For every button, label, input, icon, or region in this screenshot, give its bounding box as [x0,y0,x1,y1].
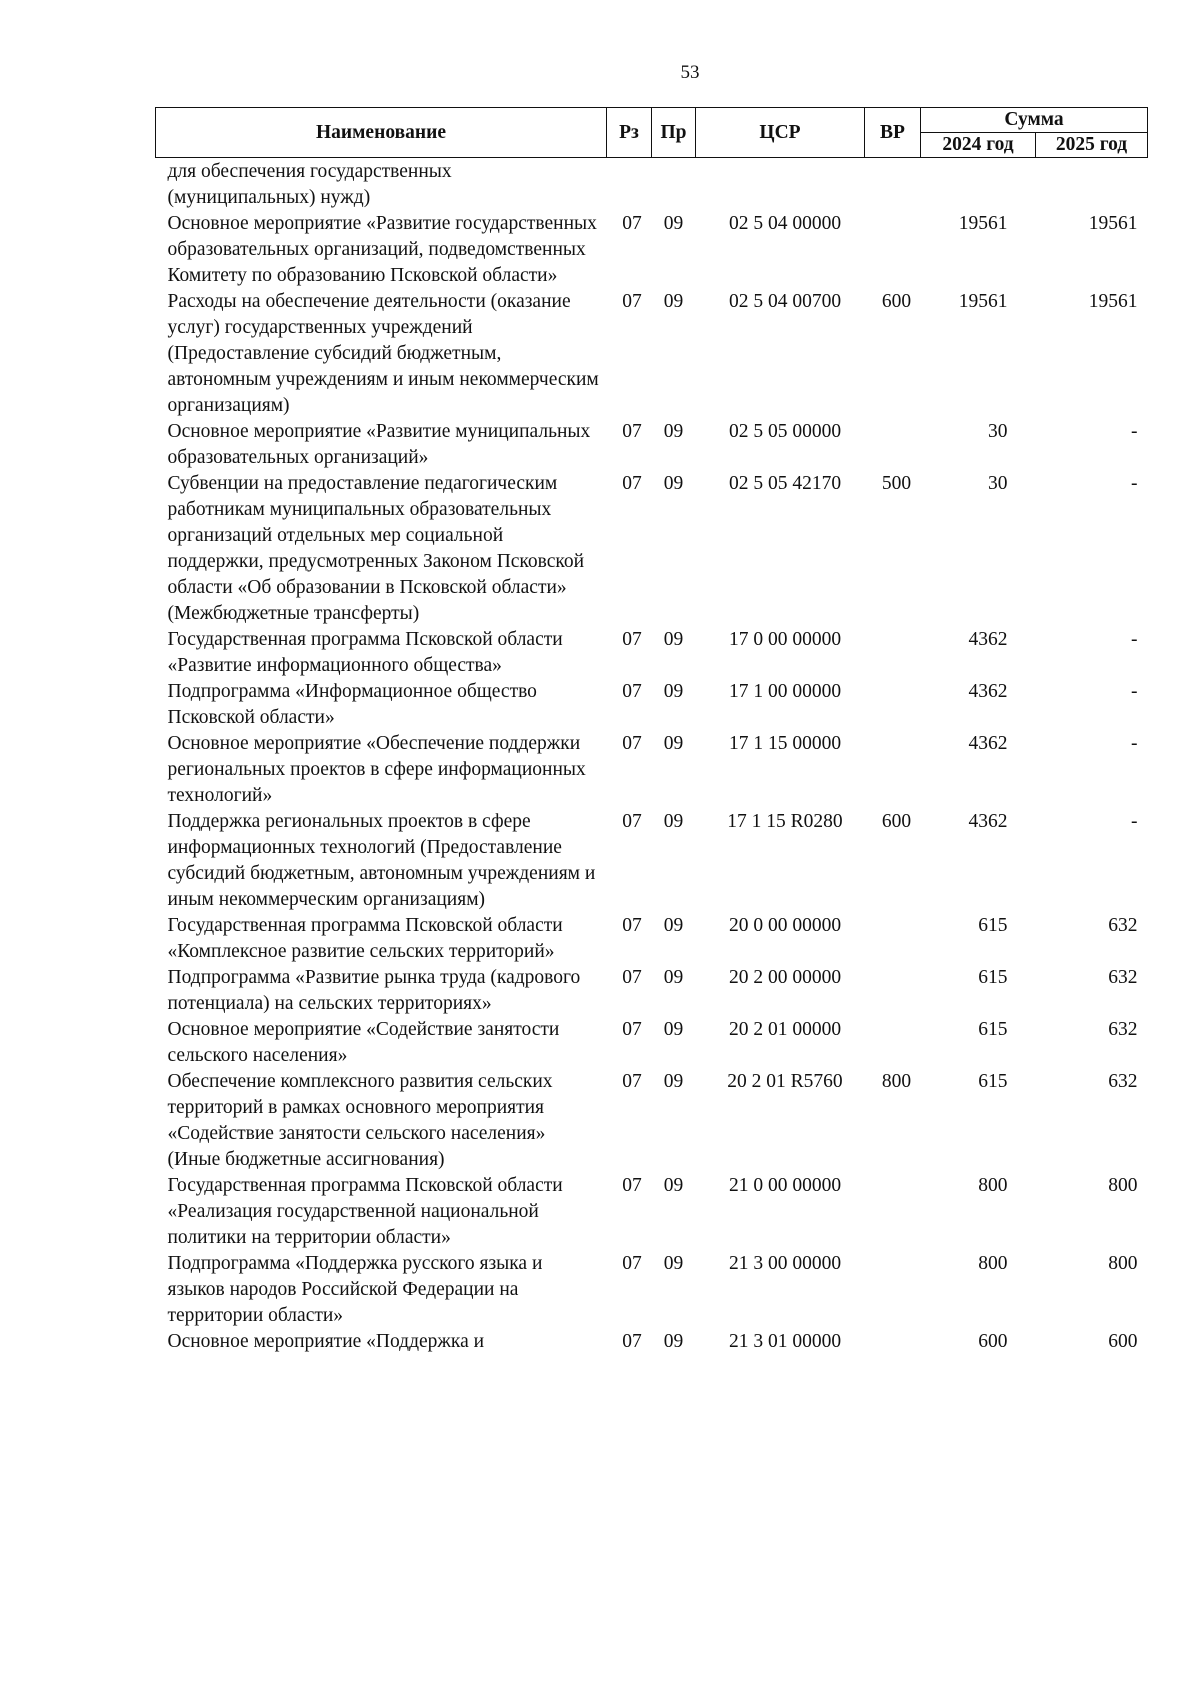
row-name: Основное мероприятие «Поддержка и [167,1331,485,1352]
table-header [156,108,1148,158]
row-name: Государственная программа Псковской области «Развитие информационного общества» [167,629,563,676]
row-vr [865,913,921,965]
row-rz: 07 [622,473,642,494]
header-vr: ВР [865,108,921,158]
row-vr [865,158,921,212]
row-sum-2025: - [1131,681,1138,702]
header-rz: Рз [607,108,652,158]
table-body [156,158,1148,1356]
table-row [156,419,1148,471]
row-pr: 09 [663,733,684,754]
row-name: Расходы на обеспечение деятельности (оказание услуг) государственных учреждений (Предоставление субсидий бюджетным, автономным учреждениям и иным некоммерческим организациям) [167,291,599,416]
budget-table [155,107,1148,1355]
row-sum-2025: 632 [1108,915,1138,936]
header-year-2025: 2025 год [1036,133,1148,158]
table-row [156,1017,1148,1069]
row-sum-2024: 4362 [968,733,1008,754]
row-rz: 07 [622,421,642,442]
row-csr: 21 3 01 00000 [728,1331,842,1352]
table-row [156,965,1148,1017]
row-sum-2025: - [1131,473,1138,494]
row-csr: 17 0 00 00000 [728,629,842,650]
row-sum-2025: - [1131,811,1138,832]
row-csr: 21 0 00 00000 [728,1175,842,1196]
table-row [156,627,1148,679]
row-sum-2025 [1036,158,1148,212]
row-rz: 07 [622,1175,642,1196]
table-row [156,158,1148,212]
row-sum-2024: 615 [978,1071,1008,1092]
row-sum-2024: 615 [978,915,1008,936]
row-csr: 02 5 05 42170 [728,473,842,494]
row-sum-2024: 30 [988,421,1008,442]
row-name: Основное мероприятие «Содействие занятости сельского населения» [167,1019,560,1066]
row-name: Подпрограмма «Поддержка русского языка и языков народов Российской Федерации на территории области» [167,1253,543,1326]
row-name: Основное мероприятие «Развитие муниципальных образовательных организаций» [167,421,591,468]
table-row [156,211,1148,289]
row-csr: 21 3 00 00000 [728,1253,842,1274]
row-pr [652,158,696,212]
row-pr: 09 [663,1175,684,1196]
header-pr: Пр [652,108,696,158]
row-name: Поддержка региональных проектов в сфере информационных технологий (Предоставление субсидий бюджетным, автономным учреждениям и иным некоммерческим организациям) [167,811,596,910]
row-vr: 600 [881,811,912,832]
row-rz: 07 [622,733,642,754]
row-rz: 07 [622,967,642,988]
row-pr: 09 [663,967,684,988]
row-vr [865,965,921,1017]
row-pr: 09 [663,291,684,312]
row-name: Подпрограмма «Информационное общество Псковской области» [167,681,537,728]
header-csr: ЦСР [696,108,865,158]
row-name: Подпрограмма «Развитие рынка труда (кадрового потенциала) на сельских территориях» [167,967,581,1014]
row-sum-2024: 19561 [958,213,1008,234]
row-pr: 09 [663,1071,684,1092]
row-name: Государственная программа Псковской области «Комплексное развитие сельских территорий» [167,915,563,962]
row-csr: 17 1 00 00000 [728,681,842,702]
row-csr: 17 1 15 00000 [728,733,842,754]
row-rz: 07 [622,629,642,650]
row-csr: 02 5 04 00000 [728,213,842,234]
row-sum-2024: 800 [978,1175,1008,1196]
row-rz: 07 [622,213,642,234]
row-sum-2025: 800 [1108,1175,1138,1196]
row-name: Основное мероприятие «Развитие государственных образовательных организаций, подведомственных Комитету по образованию Псковской области» [167,213,597,286]
row-vr: 600 [881,291,912,312]
row-sum-2024: 615 [978,967,1008,988]
row-csr: 17 1 15 R0280 [727,811,843,832]
row-sum-2024: 800 [978,1253,1008,1274]
row-rz: 07 [622,1331,642,1352]
page-number: 53 [680,62,700,83]
row-sum-2024: 4362 [968,811,1008,832]
row-rz [607,158,652,212]
row-sum-2024: 615 [978,1019,1008,1040]
row-vr [865,211,921,289]
row-pr: 09 [663,421,684,442]
row-sum-2025: - [1131,421,1138,442]
row-sum-2025: - [1131,629,1138,650]
row-vr [865,419,921,471]
row-sum-2024: 19561 [958,291,1008,312]
row-sum-2025: 800 [1108,1253,1138,1274]
row-name: Государственная программа Псковской области «Реализация государственной национальной политики на территории области» [167,1175,563,1248]
row-vr [865,1173,921,1251]
row-rz: 07 [622,681,642,702]
table-row [156,913,1148,965]
row-sum-2025: 632 [1108,1071,1138,1092]
row-sum-2025: 19561 [1088,213,1138,234]
row-sum-2025: 632 [1108,1019,1138,1040]
row-sum-2024: 4362 [968,629,1008,650]
header-year-2024: 2024 год [921,133,1036,158]
row-name: Субвенции на предоставление педагогическим работникам муниципальных образовательных организаций отдельных мер социальной поддержки, предусмотренных Законом Псковской области «Об образовании в Псковской области» (Межбюджетные трансферты) [167,473,585,624]
table-row [156,809,1148,913]
header-name: Наименование [156,108,607,158]
row-pr: 09 [663,681,684,702]
row-rz: 07 [622,811,642,832]
table-row [156,1329,1148,1355]
header-sum: Сумма [921,108,1148,133]
row-pr: 09 [663,811,684,832]
table-row [156,1251,1148,1329]
table-row [156,731,1148,809]
row-vr [865,1251,921,1329]
row-csr: 20 2 01 R5760 [727,1071,843,1092]
row-vr [865,679,921,731]
row-rz: 07 [622,1071,642,1092]
table-row [156,471,1148,627]
row-csr: 02 5 05 00000 [728,421,842,442]
row-vr [865,627,921,679]
row-pr: 09 [663,1019,684,1040]
row-name: Основное мероприятие «Обеспечение поддержки региональных проектов в сфере информационных технологий» [167,733,586,806]
table-row [156,289,1148,419]
row-csr: 20 0 00 00000 [728,915,842,936]
row-vr [865,1017,921,1069]
row-vr: 800 [881,1071,912,1092]
row-sum-2024: 4362 [968,681,1008,702]
row-pr: 09 [663,1331,684,1352]
row-pr: 09 [663,473,684,494]
row-sum-2025: - [1131,733,1138,754]
row-csr [696,158,865,212]
row-vr [865,731,921,809]
row-vr: 500 [881,473,912,494]
row-sum-2025: 632 [1108,967,1138,988]
row-rz: 07 [622,291,642,312]
row-pr: 09 [663,1253,684,1274]
row-rz: 07 [622,1019,642,1040]
row-name: для обеспечения государственных (муниципальных) нужд) [167,161,452,208]
row-sum-2024: 600 [978,1331,1008,1352]
row-csr: 20 2 01 00000 [728,1019,842,1040]
row-csr: 20 2 00 00000 [728,967,842,988]
row-sum-2025: 600 [1108,1331,1138,1352]
row-vr [865,1329,921,1355]
row-sum-2025: 19561 [1088,291,1138,312]
row-name: Обеспечение комплексного развития сельских территорий в рамках основного мероприятия «Содействие занятости сельского населения» (Иные бюджетные ассигнования) [167,1071,553,1170]
row-pr: 09 [663,213,684,234]
table-row [156,1069,1148,1173]
table-row [156,679,1148,731]
row-pr: 09 [663,629,684,650]
row-rz: 07 [622,915,642,936]
row-sum-2024 [921,158,1036,212]
row-pr: 09 [663,915,684,936]
row-sum-2024: 30 [988,473,1008,494]
row-csr: 02 5 04 00700 [728,291,842,312]
row-rz: 07 [622,1253,642,1274]
table-row [156,1173,1148,1251]
